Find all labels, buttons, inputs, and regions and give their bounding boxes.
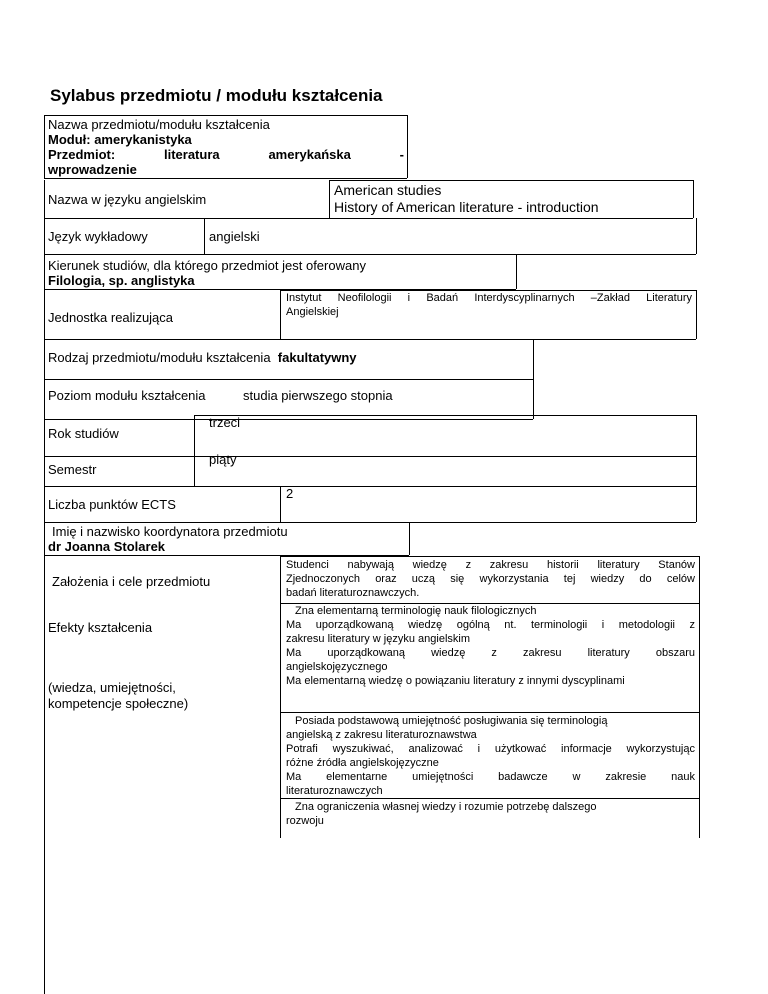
field-value: Filologia, sp. anglistyka [48,273,195,288]
year-value: trzeci [209,415,241,430]
coordinator-value: dr Joanna Stolarek [48,539,166,554]
outcomes-competence: Zna ograniczenia własnej wiedzy i rozumie potrzebę dalszego rozwoju [286,801,597,827]
coordinator-label: Imię i nazwisko koordynatora przedmiotu [52,524,288,539]
subject-value-line2: wprowadzenie [48,162,137,177]
outcomes-sublabel-2: kompetencje społeczne) [48,696,189,711]
semester-value: piąty [209,452,237,467]
semester-label: Semestr [48,462,97,477]
english-name-value-2: History of American literature - introduction [334,199,599,215]
year-label: Rok studiów [48,426,119,441]
field-label: Kierunek studiów, dla którego przedmiot jest oferowany [48,258,366,273]
language-value: angielski [209,229,260,244]
module-name-label: Nazwa przedmiotu/modułu kształcenia [48,117,270,132]
type-value: fakultatywny [277,350,357,365]
type-label: Rodzaj przedmiotu/modułu kształcenia [48,350,271,365]
ects-label: Liczba punktów ECTS [48,497,176,512]
outcomes-label: Efekty kształcenia [48,620,153,635]
outcomes-knowledge: Zna elementarną terminologię nauk filologicznych Ma uporządkowaną wiedzę ogólną nt. terminologii i metodologii z zakresu literatury w języku angielskim Ma uporządkowaną wiedzę z zakresu literatury obszaru angielskojęzycznego Ma elementarną wiedzę o powiązaniu literatury z innymi dyscyplinami [286,605,695,687]
level-value: studia pierwszego stopnia [243,388,393,403]
goals-text: Studenci nabywają wiedzę z zakresu historii literatury Stanów Zjednoczonych oraz uczą się wykorzystania tej wiedzy do celów badań literaturoznawczych. [286,559,695,599]
type-row [48,350,357,365]
module-value: Moduł: amerykanistyka [48,132,192,147]
english-name-value-1: American studies [334,182,442,198]
language-label: Język wykładowy [48,229,148,244]
outcomes-skills: Posiada podstawową umiejętność posługiwania się terminologią angielską z zakresu literaturoznawstwa Potrafi wyszukiwać, analizować i użytkować informacje wykorzystując różne źródła angielskojęzyczne Ma elementarne umiejętności badawcze w zakresie nauk literaturoznawczych [286,715,695,797]
level-label: Poziom modułu kształcenia [48,388,206,403]
unit-value: Instytut Neofilologii i Badań Interdyscyplinarnych –Zakład Literatury Angielskiej [286,292,692,318]
outcomes-sublabel-1: (wiedza, umiejętności, [48,680,176,695]
unit-label: Jednostka realizująca [48,310,174,325]
ects-value: 2 [286,486,294,501]
page-title: Sylabus przedmiotu / modułu kształcenia [50,86,383,105]
english-name-label: Nazwa w języku angielskim [48,192,207,207]
subject-value: Przedmiot: literatura amerykańska - [48,147,404,162]
goals-label: Założenia i cele przedmiotu [52,574,211,589]
